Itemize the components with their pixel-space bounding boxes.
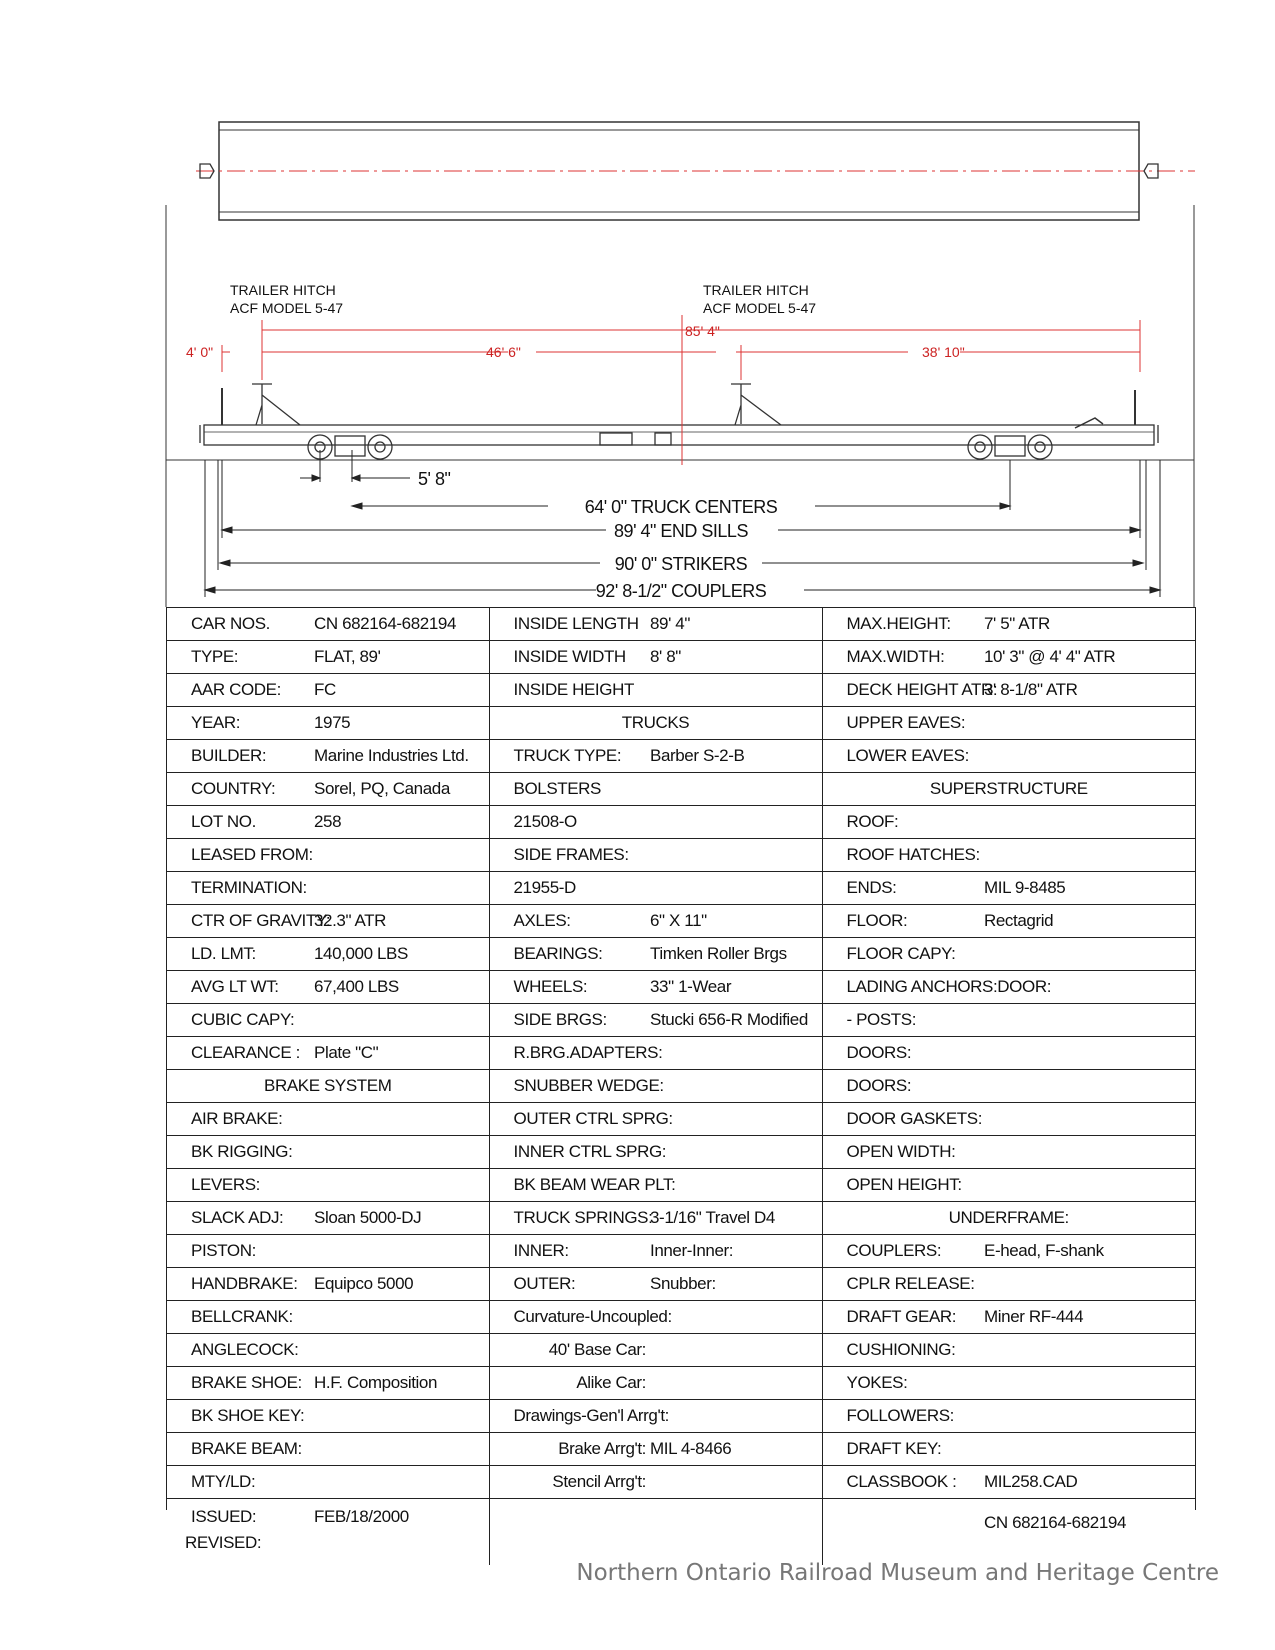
spec-cell: BOLSTERS	[489, 773, 650, 806]
spec-cell: TRUCK SPRINGS:	[489, 1202, 650, 1235]
spec-cell: AAR CODE:	[167, 674, 314, 707]
spec-cell: CPLR RELEASE:	[822, 1268, 984, 1301]
spec-cell: CTR OF GRAVITY:	[167, 905, 314, 938]
spec-cell	[650, 872, 822, 905]
spec-cell	[314, 1169, 489, 1202]
empty-cell	[489, 1499, 822, 1566]
spec-cell	[650, 1169, 822, 1202]
spec-cell	[314, 1103, 489, 1136]
spec-cell: CUBIC CAPY:	[167, 1004, 314, 1037]
spec-cell	[984, 1367, 1195, 1400]
museum-credit: Northern Ontario Railroad Museum and Heritage Centre	[576, 1560, 1219, 1586]
spec-cell	[314, 1466, 489, 1499]
red-dimensions	[222, 315, 1140, 465]
spec-cell	[650, 1070, 822, 1103]
spec-row	[167, 1334, 1195, 1367]
spec-cell: 67,400 LBS	[314, 971, 489, 1004]
dim-overall-hitch: 85' 4"	[685, 323, 720, 339]
spec-cell: WHEELS:	[489, 971, 650, 1004]
spec-row	[167, 938, 1195, 971]
spec-cell: Timken Roller Brgs	[650, 938, 822, 971]
spec-cell: 8' 8"	[650, 641, 822, 674]
spec-cell: DECK HEIGHT ATR:	[822, 674, 984, 707]
spec-cell: 1975	[314, 707, 489, 740]
spec-cell: BK BEAM WEAR PLT:	[489, 1169, 650, 1202]
spec-cell: FOLLOWERS:	[822, 1400, 984, 1433]
spec-cell	[314, 1334, 489, 1367]
dim-right-hitch: 38' 10"	[922, 344, 965, 360]
dim-hitch-span: 46' 6"	[486, 344, 521, 360]
spec-cell: HANDBRAKE:	[167, 1268, 314, 1301]
spec-cell: CN 682164-682194	[314, 608, 489, 641]
spec-cell: OPEN HEIGHT:	[822, 1169, 984, 1202]
spec-cell: TRUCK TYPE:	[489, 740, 650, 773]
spec-cell: SLACK ADJ:	[167, 1202, 314, 1235]
empty-cell	[822, 1499, 984, 1566]
spec-cell: SNUBBER WEDGE:	[489, 1070, 650, 1103]
spec-cell: LEVERS:	[167, 1169, 314, 1202]
spec-cell	[984, 1433, 1195, 1466]
spec-cell: Brake Arrg't:	[489, 1433, 650, 1466]
revised-label: REVISED:	[185, 1533, 262, 1552]
spec-cell: MIL 9-8485	[984, 872, 1195, 905]
spec-row	[167, 1433, 1195, 1466]
spec-cell	[314, 1004, 489, 1037]
spec-row	[167, 905, 1195, 938]
spec-row	[167, 773, 1195, 806]
spec-row	[167, 1004, 1195, 1037]
spec-row	[167, 641, 1195, 674]
spec-cell: Sloan 5000-DJ	[314, 1202, 489, 1235]
spec-row	[167, 608, 1195, 641]
spec-row	[167, 1037, 1195, 1070]
spec-cell: LEASED FROM:	[167, 839, 314, 872]
spec-cell: 32.3" ATR	[314, 905, 489, 938]
spec-cell	[984, 1136, 1195, 1169]
spec-cell: SIDE FRAMES:	[489, 839, 650, 872]
spec-cell: BRAKE SHOE:	[167, 1367, 314, 1400]
spec-cell: INSIDE WIDTH	[489, 641, 650, 674]
spec-cell	[650, 1367, 822, 1400]
hitch-label-left-1: TRAILER HITCH	[230, 282, 336, 298]
spec-cell: 140,000 LBS	[314, 938, 489, 971]
spec-cell: SIDE BRGS:	[489, 1004, 650, 1037]
spec-cell: MIL 4-8466	[650, 1433, 822, 1466]
spec-cell: Alike Car:	[489, 1367, 650, 1400]
spec-cell: MAX.WIDTH:	[822, 641, 984, 674]
spec-cell	[650, 839, 822, 872]
spec-cell: Rectagrid	[984, 905, 1195, 938]
spec-cell: Marine Industries Ltd.	[314, 740, 489, 773]
spec-cell: 89' 4"	[650, 608, 822, 641]
hitch-label-right-1: TRAILER HITCH	[703, 282, 809, 298]
spec-table	[167, 607, 1195, 1565]
dim-strikers: 90' 0" STRIKERS	[614, 554, 748, 574]
footer-car-nos: CN 682164-682194	[984, 1499, 1195, 1566]
spec-cell: ANGLECOCK:	[167, 1334, 314, 1367]
spec-row	[167, 1235, 1195, 1268]
spec-cell: COUPLERS:	[822, 1235, 984, 1268]
spec-cell	[314, 1400, 489, 1433]
spec-cell: LD. LMT:	[167, 938, 314, 971]
spec-cell: INSIDE LENGTH	[489, 608, 650, 641]
spec-row	[167, 872, 1195, 905]
spec-cell: UPPER EAVES:	[822, 707, 984, 740]
spec-cell: COUNTRY:	[167, 773, 314, 806]
spec-cell: TYPE:	[167, 641, 314, 674]
spec-cell: ROOF:	[822, 806, 984, 839]
issued-row	[167, 1499, 1195, 1566]
spec-cell: FLOOR:	[822, 905, 984, 938]
spec-row	[167, 674, 1195, 707]
spec-cell	[650, 1103, 822, 1136]
dim-end-sills: 89' 4" END SILLS	[614, 521, 748, 541]
dim-couplers: 92' 8-1/2" COUPLERS	[595, 581, 767, 601]
spec-cell: Equipco 5000	[314, 1268, 489, 1301]
spec-cell: INSIDE HEIGHT	[489, 674, 650, 707]
spec-cell: 3-1/16" Travel D4	[650, 1202, 822, 1235]
spec-cell: TRUCKS	[489, 707, 822, 740]
spec-row	[167, 1202, 1195, 1235]
spec-cell: 3' 8-1/8" ATR	[984, 674, 1195, 707]
spec-cell: Plate "C"	[314, 1037, 489, 1070]
spec-row	[167, 1103, 1195, 1136]
side-elevation	[166, 384, 1194, 460]
spec-cell: FLOOR CAPY:	[822, 938, 984, 971]
spec-cell: INNER:	[489, 1235, 650, 1268]
spec-cell: Curvature-Uncoupled:	[489, 1301, 650, 1334]
spec-cell	[650, 1037, 822, 1070]
spec-cell: ENDS:	[822, 872, 984, 905]
spec-cell: DRAFT KEY:	[822, 1433, 984, 1466]
spec-row	[167, 1169, 1195, 1202]
spec-cell	[984, 1103, 1195, 1136]
spec-cell: Stencil Arrg't:	[489, 1466, 650, 1499]
spec-row	[167, 1301, 1195, 1334]
spec-cell: BK SHOE KEY:	[167, 1400, 314, 1433]
spec-cell: Sorel, PQ, Canada	[314, 773, 489, 806]
spec-cell	[314, 1433, 489, 1466]
spec-row	[167, 839, 1195, 872]
spec-cell	[314, 1136, 489, 1169]
spec-cell: UNDERFRAME:	[822, 1202, 1195, 1235]
spec-cell: YEAR:	[167, 707, 314, 740]
spec-cell	[650, 1466, 822, 1499]
spec-cell: 21955-D	[489, 872, 650, 905]
spec-row	[167, 1070, 1195, 1103]
spec-cell: FLAT, 89'	[314, 641, 489, 674]
spec-cell: MIL258.CAD	[984, 1466, 1195, 1499]
spec-cell: BEARINGS:	[489, 938, 650, 971]
spec-cell: H.F. Composition	[314, 1367, 489, 1400]
dim-wheelbase: 5' 8"	[418, 469, 451, 489]
spec-cell	[984, 938, 1195, 971]
spec-cell	[984, 1400, 1195, 1433]
dim-truck-centers: 64' 0" TRUCK CENTERS	[584, 497, 778, 517]
spec-cell: 40' Base Car:	[489, 1334, 650, 1367]
spec-cell: Stucki 656-R Modified	[650, 1004, 822, 1037]
issued-cell	[167, 1499, 314, 1566]
spec-cell: ROOF HATCHES:	[822, 839, 984, 872]
spec-cell	[984, 1004, 1195, 1037]
spec-cell: 10' 3" @ 4' 4" ATR	[984, 641, 1195, 674]
spec-cell	[314, 872, 489, 905]
spec-cell	[650, 806, 822, 839]
spec-cell: BELLCRANK:	[167, 1301, 314, 1334]
spec-cell: BK RIGGING:	[167, 1136, 314, 1169]
spec-cell: MTY/LD:	[167, 1466, 314, 1499]
spec-cell: Inner-Inner:	[650, 1235, 822, 1268]
spec-cell: DOOR GASKETS:	[822, 1103, 984, 1136]
spec-cell: AIR BRAKE:	[167, 1103, 314, 1136]
spec-cell: FC	[314, 674, 489, 707]
spec-cell: OUTER:	[489, 1268, 650, 1301]
spec-cell: BUILDER:	[167, 740, 314, 773]
spec-cell: 7' 5" ATR	[984, 608, 1195, 641]
spec-cell: CLEARANCE :	[167, 1037, 314, 1070]
spec-cell: E-head, F-shank	[984, 1235, 1195, 1268]
spec-cell	[984, 839, 1195, 872]
spec-cell: INNER CTRL SPRG:	[489, 1136, 650, 1169]
spec-cell	[650, 1136, 822, 1169]
spec-cell: TERMINATION:	[167, 872, 314, 905]
spec-cell: R.BRG.ADAPTERS:	[489, 1037, 650, 1070]
black-dimension-labels	[418, 469, 778, 601]
spec-cell: CLASSBOOK :	[822, 1466, 984, 1499]
spec-cell	[984, 707, 1195, 740]
red-dimension-labels	[186, 323, 965, 360]
spec-cell	[984, 740, 1195, 773]
spec-cell: 6" X 11"	[650, 905, 822, 938]
hitch-label-right-2: ACF MODEL 5-47	[703, 300, 817, 316]
spec-cell	[984, 1037, 1195, 1070]
spec-cell: OPEN WIDTH:	[822, 1136, 984, 1169]
plan-view	[196, 122, 1195, 220]
flatcar-drawing	[0, 0, 1275, 610]
spec-cell: CUSHIONING:	[822, 1334, 984, 1367]
dim-overhang: 4' 0"	[186, 344, 214, 360]
spec-cell: BRAKE BEAM:	[167, 1433, 314, 1466]
spec-cell	[984, 1268, 1195, 1301]
spec-cell	[984, 806, 1195, 839]
issued-value: FEB/18/2000	[314, 1499, 489, 1566]
spec-cell	[984, 1169, 1195, 1202]
spec-cell: Drawings-Gen'l Arrg't:	[489, 1400, 650, 1433]
spec-cell: DOORS:	[822, 1037, 984, 1070]
spec-row	[167, 1268, 1195, 1301]
spec-cell	[314, 1301, 489, 1334]
spec-cell	[650, 1334, 822, 1367]
spec-cell	[314, 839, 489, 872]
spec-row	[167, 740, 1195, 773]
issued-label: ISSUED:	[191, 1507, 257, 1526]
spec-cell: DOORS:	[822, 1070, 984, 1103]
spec-cell: BRAKE SYSTEM	[167, 1070, 489, 1103]
spec-row	[167, 1466, 1195, 1499]
spec-cell: AXLES:	[489, 905, 650, 938]
spec-cell: YOKES:	[822, 1367, 984, 1400]
spec-cell: Miner RF-444	[984, 1301, 1195, 1334]
spec-cell: - POSTS:	[822, 1004, 984, 1037]
spec-cell: 258	[314, 806, 489, 839]
spec-row	[167, 971, 1195, 1004]
spec-row	[167, 1367, 1195, 1400]
spec-cell: LOT NO.	[167, 806, 314, 839]
spec-cell	[984, 1334, 1195, 1367]
spec-cell	[650, 1301, 822, 1334]
spec-cell: SUPERSTRUCTURE	[822, 773, 1195, 806]
spec-cell: 33" 1-Wear	[650, 971, 822, 1004]
spec-row	[167, 1400, 1195, 1433]
spec-cell	[650, 1400, 822, 1433]
spec-row	[167, 806, 1195, 839]
hitch-label-left-2: ACF MODEL 5-47	[230, 300, 344, 316]
spec-cell: PISTON:	[167, 1235, 314, 1268]
spec-cell: AVG LT WT:	[167, 971, 314, 1004]
spec-cell: DRAFT GEAR:	[822, 1301, 984, 1334]
spec-cell: Snubber:	[650, 1268, 822, 1301]
spec-cell: LADING ANCHORS:DOOR:	[822, 971, 984, 1004]
spec-cell: CAR NOS.	[167, 608, 314, 641]
spec-cell	[650, 773, 822, 806]
spec-cell: OUTER CTRL SPRG:	[489, 1103, 650, 1136]
spec-cell: MAX.HEIGHT:	[822, 608, 984, 641]
spec-cell	[650, 674, 822, 707]
spec-row	[167, 707, 1195, 740]
spec-cell	[314, 1235, 489, 1268]
spec-cell	[984, 1070, 1195, 1103]
spec-cell: 21508-O	[489, 806, 650, 839]
hitch-labels	[230, 282, 816, 316]
spec-cell: Barber S-2-B	[650, 740, 822, 773]
spec-cell: LOWER EAVES:	[822, 740, 984, 773]
spec-row	[167, 1136, 1195, 1169]
